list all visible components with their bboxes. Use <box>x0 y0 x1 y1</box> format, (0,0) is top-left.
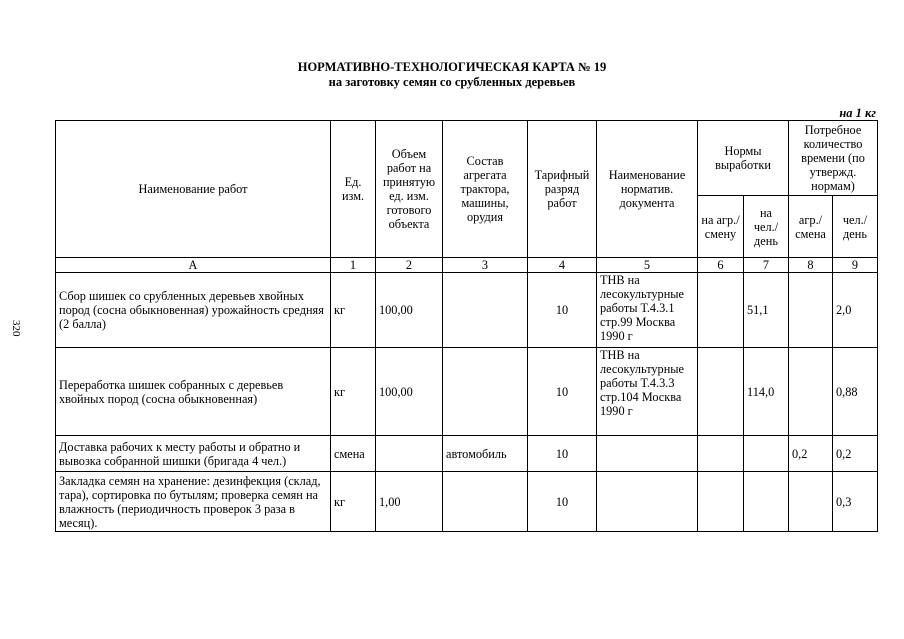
col-number: 9 <box>833 258 878 273</box>
cell-doc <box>597 472 698 532</box>
page-number: 320 <box>10 320 22 337</box>
norms-table <box>55 120 878 532</box>
cell-unit: кг <box>331 273 376 348</box>
cell-composition <box>443 472 528 532</box>
table-row <box>56 436 878 472</box>
cell-unit: смена <box>331 436 376 472</box>
cell-volume: 100,00 <box>376 348 443 436</box>
cell-doc: ТНВ на лесокультурные работы Т.4.3.1 стр.99 Москва 1990 г <box>597 273 698 348</box>
cell-volume: 100,00 <box>376 273 443 348</box>
col-number: 6 <box>698 258 744 273</box>
cell-time-worker: 0,2 <box>833 436 878 472</box>
cell-unit: кг <box>331 348 376 436</box>
title-line-1: НОРМАТИВНО-ТЕХНОЛОГИЧЕСКАЯ КАРТА № 19 <box>297 60 607 74</box>
column-number-row <box>56 258 878 273</box>
col-number: А <box>56 258 331 273</box>
cell-volume <box>376 436 443 472</box>
cell-composition <box>443 348 528 436</box>
header-composition: Состав агрегата трактора, машины, орудия <box>443 121 528 258</box>
cell-norm-worker: 51,1 <box>744 273 789 348</box>
header-per-worker-day: на чел./ день <box>744 196 789 258</box>
cell-time-agg: 0,2 <box>789 436 833 472</box>
cell-work-name: Закладка семян на хранение: дезинфекция (склад, тара), сортировка по бутылям; проверка семян на влажность (периодичность проверок 3 раза в месяц). <box>56 472 331 532</box>
cell-tariff: 10 <box>528 472 597 532</box>
col-number: 1 <box>331 258 376 273</box>
cell-composition: автомобиль <box>443 436 528 472</box>
col-number: 3 <box>443 258 528 273</box>
cell-time-agg <box>789 273 833 348</box>
cell-time-worker: 0,3 <box>833 472 878 532</box>
col-number: 2 <box>376 258 443 273</box>
header-work-name: Наименование работ <box>56 121 331 258</box>
header-time-required: Потребное количество времени (по утвержд. нормам) <box>789 121 878 196</box>
header-volume: Объем работ на принятую ед. изм. готового объекта <box>376 121 443 258</box>
col-number: 8 <box>789 258 833 273</box>
cell-norm-worker: 114,0 <box>744 348 789 436</box>
table-row <box>56 273 878 348</box>
header-unit: Ед. изм. <box>331 121 376 258</box>
cell-time-worker: 0,88 <box>833 348 878 436</box>
header-output-norms: Нормы выработки <box>698 121 789 196</box>
cell-norm-agg <box>698 348 744 436</box>
cell-composition <box>443 273 528 348</box>
cell-time-agg <box>789 348 833 436</box>
header-per-agg-shift: на агр./ смену <box>698 196 744 258</box>
cell-tariff: 10 <box>528 348 597 436</box>
header-worker-day: чел./ день <box>833 196 878 258</box>
header-tariff: Тарифный разряд работ <box>528 121 597 258</box>
col-number: 7 <box>744 258 789 273</box>
table-row <box>56 348 878 436</box>
cell-time-worker: 2,0 <box>833 273 878 348</box>
cell-work-name: Переработка шишек собранных с деревьев хвойных пород (сосна обыкновенная) <box>56 348 331 436</box>
cell-doc <box>597 436 698 472</box>
title-line-2: на заготовку семян со срубленных деревьев <box>328 75 576 89</box>
col-number: 4 <box>528 258 597 273</box>
cell-norm-agg <box>698 472 744 532</box>
cell-work-name: Сбор шишек со срубленных деревьев хвойных пород (сосна обыкновенная) урожайность средняя (2 балла) <box>56 273 331 348</box>
col-number: 5 <box>597 258 698 273</box>
cell-tariff: 10 <box>528 273 597 348</box>
cell-volume: 1,00 <box>376 472 443 532</box>
cell-work-name: Доставка рабочих к месту работы и обратно и вывозка собранной шишки (бригада 4 чел.) <box>56 436 331 472</box>
header-doc-name: Наименование норматив. документа <box>597 121 698 258</box>
unit-note: на 1 кг <box>839 106 876 120</box>
cell-doc: ТНВ на лесокультурные работы Т.4.3.3 стр.104 Москва 1990 г <box>597 348 698 436</box>
cell-norm-worker <box>744 436 789 472</box>
document-title <box>0 60 904 90</box>
cell-time-agg <box>789 472 833 532</box>
cell-norm-agg <box>698 436 744 472</box>
cell-unit: кг <box>331 472 376 532</box>
cell-norm-worker <box>744 472 789 532</box>
table-row <box>56 472 878 532</box>
cell-tariff: 10 <box>528 436 597 472</box>
cell-norm-agg <box>698 273 744 348</box>
header-agg-shift: агр./ смена <box>789 196 833 258</box>
